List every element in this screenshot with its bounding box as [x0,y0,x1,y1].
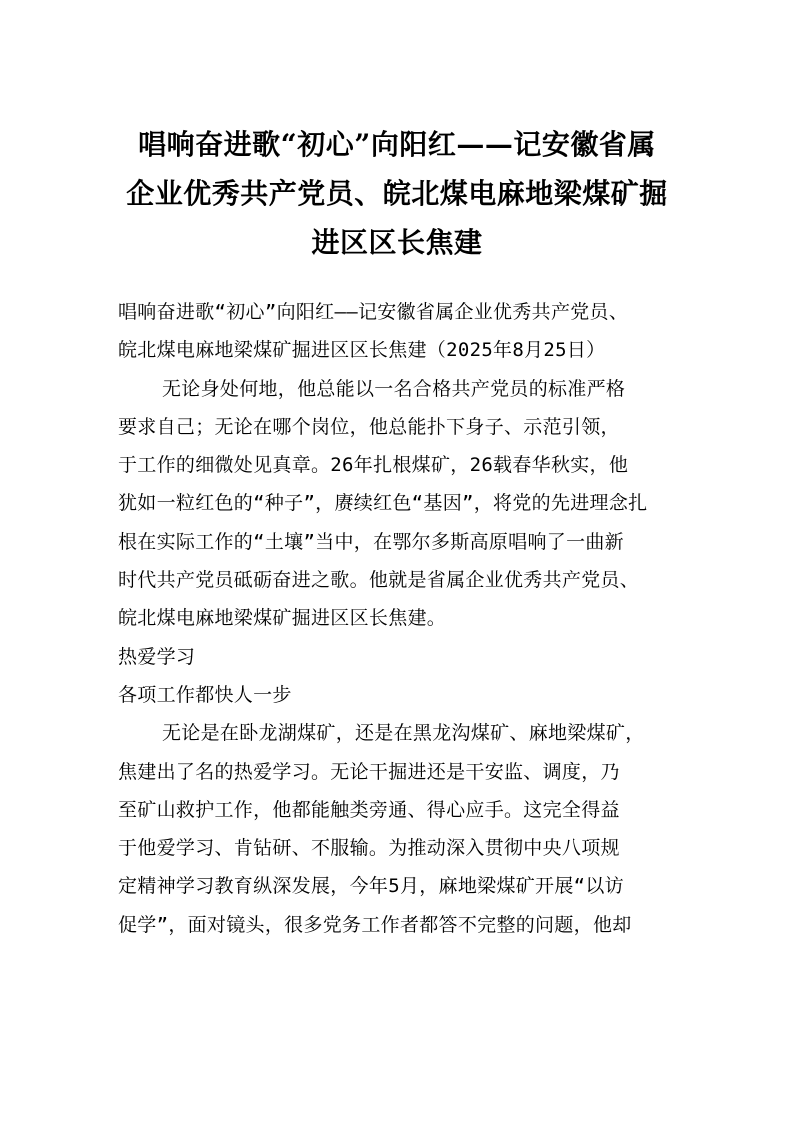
paragraph-line: 促学”，面对镜头，很多党务工作者都答不完整的问题，他却 [118,913,632,936]
paragraph-line: 要求自己；无论在哪个岗位，他总能扑下身子、示范引领， [118,415,620,438]
title-line: 唱响奋进歌“初心”向阳红——记安徽省属 [138,128,656,161]
title-line: 进区区长焦建 [311,226,483,259]
paragraph-line: 无论是在卧龙湖煤矿，还是在黑龙沟煤矿、麻地梁煤矿， [162,722,645,745]
section-subheading: 各项工作都快人一步 [118,683,292,706]
title-line: 企业优秀共产党员、皖北煤电麻地梁煤矿掘 [126,177,668,210]
document-body [118,293,683,944]
paragraph-line: 犹如一粒红色的“种子”，赓续红色“基因”，将党的先进理念扎 [118,492,648,515]
paragraph-line: 无论身处何地，他总能以一名合格共产党员的标准严格 [162,377,626,400]
paragraph-line: 定精神学习教育纵深发展，今年5月，麻地梁煤矿开展“以访 [118,875,624,898]
section-heading: 热爱学习 [118,645,196,668]
document-title [112,120,682,267]
paragraph-line: 于工作的细微处见真章。26年扎根煤矿，26载春华秋实，他 [118,454,629,477]
paragraph-line: 时代共产党员砥砺奋进之歌。他就是省属企业优秀共产党员、 [118,569,640,592]
subtitle-line: 皖北煤电麻地梁煤矿掘进区区长焦建（2025年8月25日） [118,339,606,362]
paragraph-line: 焦建出了名的热爱学习。无论干掘进还是干安监、调度，乃 [118,760,620,783]
paragraph-line: 根在实际工作的“土壤”当中，在鄂尔多斯高原唱响了一曲新 [118,530,624,553]
paragraph-line: 至矿山救护工作，他都能触类旁通、得心应手。这完全得益 [118,798,620,821]
paragraph-line: 皖北煤电麻地梁煤矿掘进区区长焦建。 [118,607,447,630]
paragraph-line: 于他爱学习、肯钻研、不服输。为推动深入贯彻中央八项规 [118,837,620,860]
subtitle-line: 唱响奋进歌“初心”向阳红——记安徽省属企业优秀共产党员、 [118,301,629,323]
